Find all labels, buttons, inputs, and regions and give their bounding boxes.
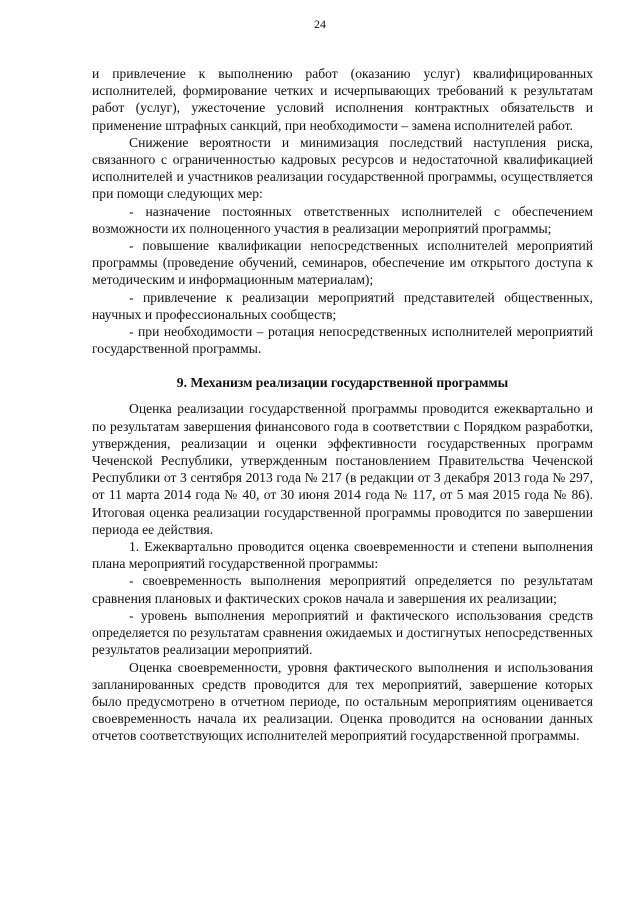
document-body — [92, 65, 593, 745]
paragraph: Оценка своевременности, уровня фактического выполнения и использования запланированных средств проводится для тех мероприятий, завершение которых было предусмотрено в отчетном периоде, по остальным мероприятиям оценивается своевременность начала их реализации. Оценка проводится на основании данных отчетов соответствующих исполнителей мероприятий государственной программы. — [92, 659, 593, 744]
page-number: 24 — [314, 17, 326, 31]
list-item: - повышение квалификации непосредственных исполнителей мероприятий программы (проведение обучений, семинаров, обеспечение им открытого доступа к методическим и информационным материалам); — [92, 238, 593, 288]
list-item: - назначение постоянных ответственных исполнителей с обеспечением возможности их полноценного участия в реализации мероприятий программы; — [92, 203, 593, 236]
paragraph: Снижение вероятности и минимизация последствий наступления риска, связанного с ограниченностью кадровых ресурсов и недостаточной квалификацией исполнителей и участников реализации государственной программы, осуществляется при помощи следующих мер: — [92, 134, 593, 202]
paragraph: Оценка реализации государственной программы проводится ежеквартально и по результатам завершения финансового года в соответствии с Порядком разработки, утверждения, реализации и оценки эффективности государственных программ Чеченской Республики, утвержденным постановлением Правительства Чеченской Республики от 3 сентября 2013 года № 217 (в редакции от 3 декабря 2013 года № 297, от 11 марта 2014 года № 40, от 30 июня 2014 года № 117, от 5 мая 2015 года № 86). Итоговая оценка реализации государственной программы проводится по завершении периода ее действия. — [92, 401, 593, 537]
list-item: - своевременность выполнения мероприятий определяется по результатам сравнения плановых и фактических сроков начала и завершения их реализации; — [92, 573, 593, 606]
list-item: - уровень выполнения мероприятий и фактического использования средств определяется по результатам сравнения ожидаемых и достигнутых непосредственных результатов реализации мероприятий. — [92, 607, 593, 658]
section-heading: 9. Механизм реализации государственной программы — [176, 375, 509, 391]
paragraph: и привлечение к выполнению работ (оказанию услуг) квалифицированных исполнителей, формирование четких и исчерпывающих требований к результатам работ (услуг), ужесточение условий исполнения контрактных обязательств и применение штрафных санкций, при необходимости – замена исполнителей работ. — [92, 66, 593, 133]
list-item: - привлечение к реализации мероприятий представителей общественных, научных и профессиональных сообществ; — [92, 289, 593, 322]
list-item: - при необходимости – ротация непосредственных исполнителей мероприятий государственной программы. — [92, 324, 593, 357]
paragraph: 1. Ежеквартально проводится оценка своевременности и степени выполнения плана мероприятий государственной программы: — [92, 539, 593, 572]
